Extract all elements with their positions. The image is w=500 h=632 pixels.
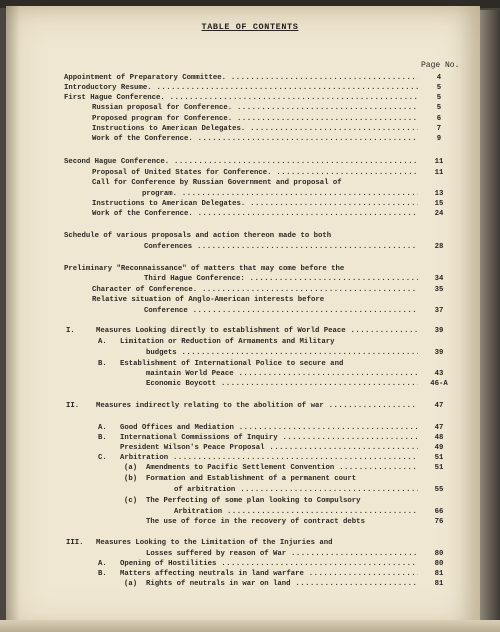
toc-entry (0, 348, 500, 358)
toc-page-number: 7 (436, 125, 442, 133)
toc-entry (0, 231, 500, 241)
toc-page-number: 80 (434, 550, 444, 558)
page-number-header: Page No. (421, 61, 460, 70)
toc-entry (0, 453, 500, 463)
toc-entry-text: program. ..... (142, 189, 418, 199)
toc-page-number: 47 (434, 402, 444, 410)
toc-entry (0, 423, 500, 433)
toc-page-number: 49 (434, 444, 444, 452)
toc-entry-text: Instructions to American Delegates. ..... (92, 199, 418, 209)
toc-entry-text: Proposed program for Conference. ..... (92, 114, 418, 124)
toc-subsection-letter: C. (98, 454, 107, 462)
toc-entry-text: Appointment of Preparatory Committee. ..... (64, 73, 418, 83)
toc-entry-text: Relative situation of Anglo-American interests before (92, 296, 325, 304)
toc-entry-text: Third Hague Conference: ..... (144, 274, 418, 284)
toc-entry (0, 189, 500, 199)
toc-entry-text: The Perfecting of some plan looking to Compulsory (146, 497, 361, 505)
toc-entry (0, 134, 500, 144)
toc-page-number: 81 (434, 580, 444, 588)
toc-entry-text: Measures Looking directly to establishment of World Peace ..... (96, 326, 418, 336)
toc-entry-text: Russian proposal for Conference. ..... (92, 103, 418, 113)
toc-page-number: 51 (434, 454, 444, 462)
page-bottom-edge (0, 620, 500, 632)
toc-entry (0, 114, 500, 124)
toc-entry (0, 209, 500, 219)
toc-entry-text: Arbitration ..... (120, 453, 418, 463)
toc-entry-text: Economic Boycott ..... (146, 379, 418, 389)
toc-entry-text: Instructions to American Delegates. ..... (92, 124, 418, 134)
toc-entry (0, 295, 500, 305)
toc-entry-text: Preliminary "Reconnaissance" of matters that may come before the (64, 265, 345, 273)
toc-page-number: 15 (434, 200, 444, 208)
toc-entry-text: Character of Conference. ..... (92, 285, 418, 295)
toc-subsection-letter: (a) (124, 580, 138, 588)
toc-entry-text: Work of the Conference. ..... (92, 134, 418, 144)
toc-subsection-letter: B. (98, 570, 107, 578)
toc-page-number: 11 (434, 158, 444, 166)
toc-entry-text: Introductory Resume. ..... (64, 83, 418, 93)
toc-entry (0, 274, 500, 284)
toc-entry (0, 579, 500, 589)
toc-entry-text: budgets ..... (146, 348, 418, 358)
toc-section-number: III. (66, 539, 84, 547)
toc-entry-text: Rights of neutrals in war on land ..... (146, 579, 418, 589)
toc-entry-text: Formation and Establishment of a permanent court (146, 475, 357, 483)
toc-entry (0, 538, 500, 548)
toc-entry (0, 379, 500, 389)
toc-page-number: 80 (434, 560, 444, 568)
toc-page-number: 66 (434, 508, 444, 516)
toc-entry (0, 306, 500, 316)
toc-page-number: 76 (434, 518, 444, 526)
toc-subsection-letter: (a) (124, 464, 138, 472)
toc-subsection-letter: B. (98, 434, 107, 442)
toc-entry-text: Schedule of various proposals and action thereon made to both (64, 232, 332, 240)
toc-page-number: 28 (434, 243, 444, 251)
toc-page-number: 51 (434, 464, 444, 472)
toc-subsection-letter: (b) (124, 475, 138, 483)
toc-page-number: 5 (436, 104, 442, 112)
toc-entry-text: Work of the Conference. ..... (92, 209, 418, 219)
toc-entry (0, 359, 500, 369)
toc-entry-text: Amendments to Pacific Settlement Convention ..... (146, 463, 418, 473)
toc-subsection-letter: B. (98, 360, 107, 368)
toc-page-number: 5 (436, 94, 442, 102)
toc-entry-text: President Wilson's Peace Proposal ..... (120, 443, 418, 453)
toc-entry (0, 463, 500, 473)
toc-entry (0, 73, 500, 83)
toc-entry-text: Second Hague Conference. ..... (64, 157, 418, 167)
toc-entry (0, 83, 500, 93)
toc-entry-text: Good Offices and Mediation ..... (120, 423, 418, 433)
toc-page-number: 9 (436, 135, 442, 143)
toc-page-number: 39 (434, 327, 444, 335)
toc-entry (0, 168, 500, 178)
toc-entry (0, 264, 500, 274)
toc-entry (0, 369, 500, 379)
toc-entry (0, 517, 500, 527)
toc-page-number: 4 (436, 74, 442, 82)
toc-entry-text: Conference ..... (144, 306, 418, 316)
toc-entry-text: First Hague Conference. ..... (64, 93, 418, 103)
toc-subsection-letter: A. (98, 338, 107, 346)
toc-page-number: 39 (434, 349, 444, 357)
toc-page-number: 43 (434, 370, 444, 378)
toc-entry (0, 285, 500, 295)
toc-subsection-letter: A. (98, 560, 107, 568)
toc-entry-text: Losses suffered by reason of War ..... (146, 549, 418, 559)
toc-page-number: 81 (434, 570, 444, 578)
toc-entry-text: Conferences ..... (144, 242, 418, 252)
toc-entry (0, 496, 500, 506)
toc-entry (0, 569, 500, 579)
toc-entry (0, 326, 500, 336)
toc-entry-text: Arbitration ..... (174, 507, 418, 517)
toc-entry (0, 124, 500, 134)
toc-entry-text: Measures Looking to the Limitation of the Injuries and (96, 539, 333, 547)
toc-entry-text: Establishment of International Police to secure and (120, 360, 344, 368)
toc-page-number: 37 (434, 307, 444, 315)
toc-page-number: 6 (436, 115, 442, 123)
toc-entry (0, 337, 500, 347)
toc-entry-text: Call for Conference by Russian Government and proposal of (92, 179, 342, 187)
toc-entry-text: of arbitration ..... (174, 485, 418, 495)
toc-entry (0, 507, 500, 517)
toc-page-number: 55 (434, 486, 444, 494)
toc-page-number: 48 (434, 434, 444, 442)
toc-entry-text: Proposal of United States for Conference. ..... (92, 168, 418, 178)
toc-entry-text: maintain World Peace ..... (146, 369, 418, 379)
toc-section-number: II. (66, 402, 80, 410)
toc-entry (0, 559, 500, 569)
toc-entry (0, 199, 500, 209)
toc-entry (0, 433, 500, 443)
toc-entry-text: Limitation or Reduction of Armaments and Military (120, 338, 335, 346)
toc-subsection-letter: A. (98, 424, 107, 432)
toc-entry (0, 93, 500, 103)
toc-entry-text: Measures indirectly relating to the abolition of war ..... (96, 401, 418, 411)
toc-entry (0, 443, 500, 453)
toc-entry (0, 474, 500, 484)
toc-page-number: 24 (434, 210, 444, 218)
toc-entry (0, 549, 500, 559)
toc-page-number: 5 (436, 84, 442, 92)
toc-entry (0, 103, 500, 113)
toc-section-number: I. (66, 327, 75, 335)
document-title: TABLE OF CONTENTS (201, 22, 299, 32)
toc-entry (0, 157, 500, 167)
toc-page-number: 11 (434, 169, 444, 177)
toc-entry-text: International Commissions of Inquiry ..... (120, 433, 418, 443)
toc-subsection-letter: (c) (124, 497, 138, 505)
toc-entry (0, 485, 500, 495)
toc-entry (0, 178, 500, 188)
toc-entry-text: The use of force in the recovery of contract debts (146, 518, 365, 526)
toc-page-number: 46-A (430, 380, 448, 388)
toc-page-number: 34 (434, 275, 444, 283)
toc-entry-text: Matters affecting neutrals in land warfare ..... (120, 569, 418, 579)
toc-page-number: 47 (434, 424, 444, 432)
toc-entry-text: Opening of Hostilities ..... (120, 559, 418, 569)
toc-entry (0, 242, 500, 252)
toc-entry (0, 401, 500, 411)
toc-page-number: 35 (434, 286, 444, 294)
toc-page-number: 13 (434, 190, 444, 198)
